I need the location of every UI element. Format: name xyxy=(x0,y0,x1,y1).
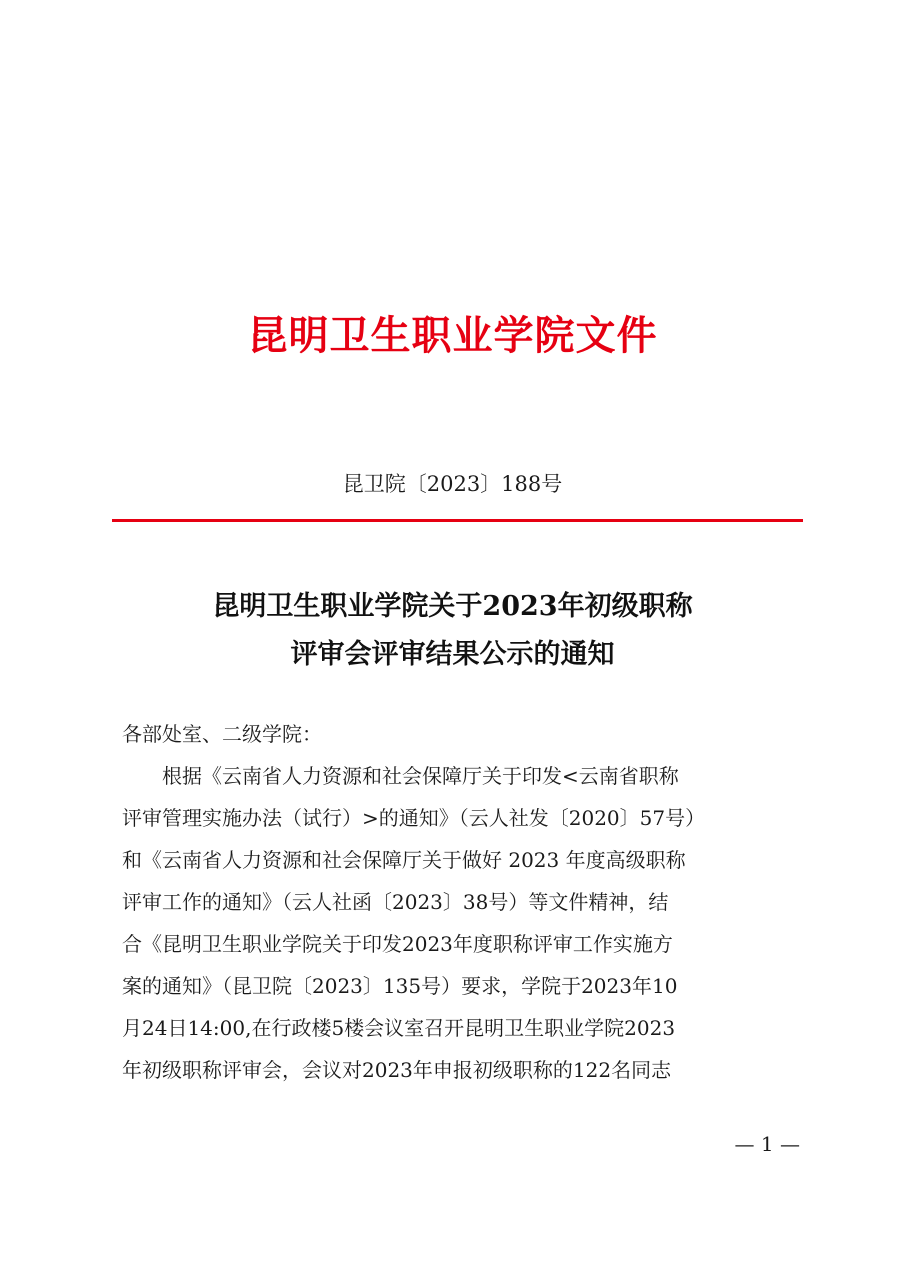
body-line-1: 根据《云南省人力资源和社会保障厅关于印发<云南省职称 xyxy=(162,764,679,788)
body-line-2: 评审管理实施办法（试行）>的通知》（云人社发〔2020〕57号） xyxy=(122,806,706,830)
page-number: — 1 — xyxy=(734,1132,800,1156)
body-line-7: 月24日14:00,在行政楼5楼会议室召开昆明卫生职业学院2023 xyxy=(122,1016,676,1040)
body-line-3: 和《云南省人力资源和社会保障厅关于做好 2023 年度高级职称 xyxy=(122,848,686,872)
body-line-6: 案的通知》（昆卫院〔2023〕135号）要求，学院于2023年10 xyxy=(122,974,678,998)
notice-title xyxy=(0,583,905,679)
body-line-4: 评审工作的通知》（云人社函〔2023〕38号）等文件精神，结 xyxy=(122,890,669,914)
salutation: 各部处室、二级学院： xyxy=(122,722,322,746)
red-separator-line xyxy=(112,519,803,522)
document-number: 昆卫院〔2023〕188号 xyxy=(342,472,563,496)
body-line-5: 合《昆明卫生职业学院关于印发2023年度职称评审工作实施方 xyxy=(122,932,673,956)
notice-title-line-1: 昆明卫生职业学院关于2023年初级职称 xyxy=(212,591,693,622)
notice-title-line-2: 评审会评审结果公示的通知 xyxy=(290,639,615,670)
body-line-8: 年初级职称评审会，会议对2023年申报初级职称的122名同志 xyxy=(122,1058,672,1082)
masthead-title: 昆明卫生职业学院文件 xyxy=(247,312,658,359)
